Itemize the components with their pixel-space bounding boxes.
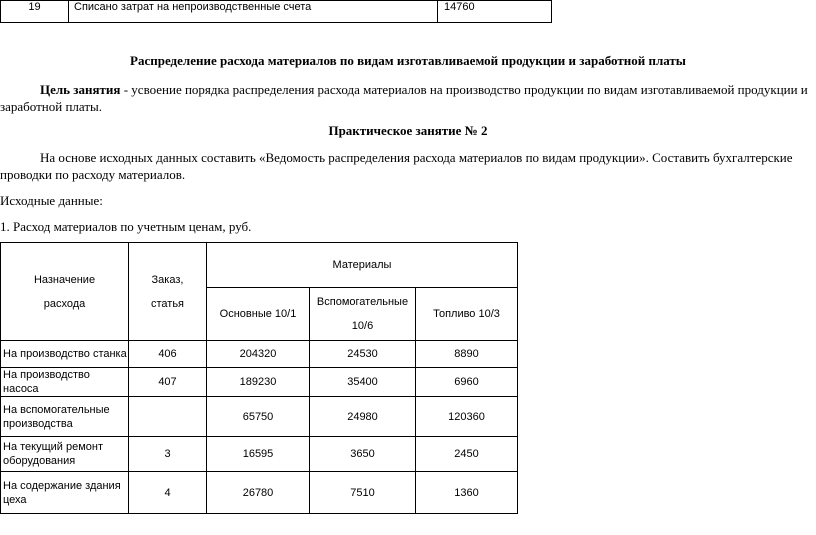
aux-header-line1: Вспомогательные (316, 296, 409, 308)
goal-paragraph (0, 81, 816, 115)
fuel-cell: 2450 (416, 437, 518, 472)
main-cell: 65750 (207, 397, 310, 437)
fuel-cell: 1360 (416, 472, 518, 514)
table-row (1, 437, 518, 472)
header-row (1, 243, 518, 288)
purpose-cell: На содержание здания цеха (1, 472, 129, 514)
practical-title: Практическое занятие № 2 (328, 123, 488, 138)
fuel-cell: 8890 (416, 341, 518, 368)
main-cell: 26780 (207, 472, 310, 514)
section-title: 1. Расход материалов по учетным ценам, руб. (0, 219, 252, 234)
main-materials-header: Основные 10/1 (207, 288, 310, 341)
aux-cell: 35400 (310, 368, 416, 397)
previous-table (0, 0, 552, 23)
order-header-line2: статья (150, 297, 185, 310)
aux-cell: 24530 (310, 341, 416, 368)
order-header (129, 243, 207, 341)
order-cell (129, 397, 207, 437)
task-paragraph: На основе исходных данных составить «Ведомость распределения расхода материалов по видам продукции». Составить бухгалтерские проводки по расходу материалов. (0, 150, 793, 182)
purpose-header (1, 243, 129, 341)
fuel-header: Топливо 10/3 (416, 288, 518, 341)
main-cell: 189230 (207, 368, 310, 397)
purpose-header-line1: Назначение (33, 273, 96, 286)
aux-header-line2: 10/6 (351, 320, 374, 332)
source-data-label: Исходные данные: (0, 193, 103, 208)
main-cell: 204320 (207, 341, 310, 368)
fuel-cell: 6960 (416, 368, 518, 397)
purpose-cell: На вспомогательные производства (1, 397, 129, 437)
aux-cell: 7510 (310, 472, 416, 514)
goal-text: - усвоение порядка распределения расхода материалов на производство продукции по видам изготавливаемой продукции и заработной платы. (0, 82, 808, 114)
order-cell: 407 (129, 368, 207, 397)
row-number-cell: 19 (1, 1, 69, 23)
purpose-cell: На производство насоса (1, 368, 129, 397)
table-row (1, 397, 518, 437)
row-value-cell: 14760 (438, 1, 552, 23)
order-header-line1: Заказ, (151, 273, 184, 286)
purpose-cell: На текущий ремонт оборудования (1, 437, 129, 472)
order-cell: 406 (129, 341, 207, 368)
purpose-header-line2: расхода (43, 297, 86, 310)
aux-cell: 24980 (310, 397, 416, 437)
materials-table (0, 242, 518, 514)
goal-label: Цель занятия (40, 82, 121, 97)
fuel-cell: 120360 (416, 397, 518, 437)
table-row (1, 368, 518, 397)
row-text-cell: Списано затрат на непроизводственные счета (69, 1, 438, 23)
order-cell: 3 (129, 437, 207, 472)
table-row (1, 472, 518, 514)
materials-header: Материалы (207, 243, 518, 288)
aux-cell: 3650 (310, 437, 416, 472)
aux-materials-header (310, 288, 416, 341)
table-row (1, 1, 552, 23)
purpose-cell: На производство станка (1, 341, 129, 368)
main-cell: 16595 (207, 437, 310, 472)
order-cell: 4 (129, 472, 207, 514)
table-row (1, 341, 518, 368)
document-heading: Распределение расхода материалов по видам изготавливаемой продукции и заработной платы (130, 53, 686, 68)
